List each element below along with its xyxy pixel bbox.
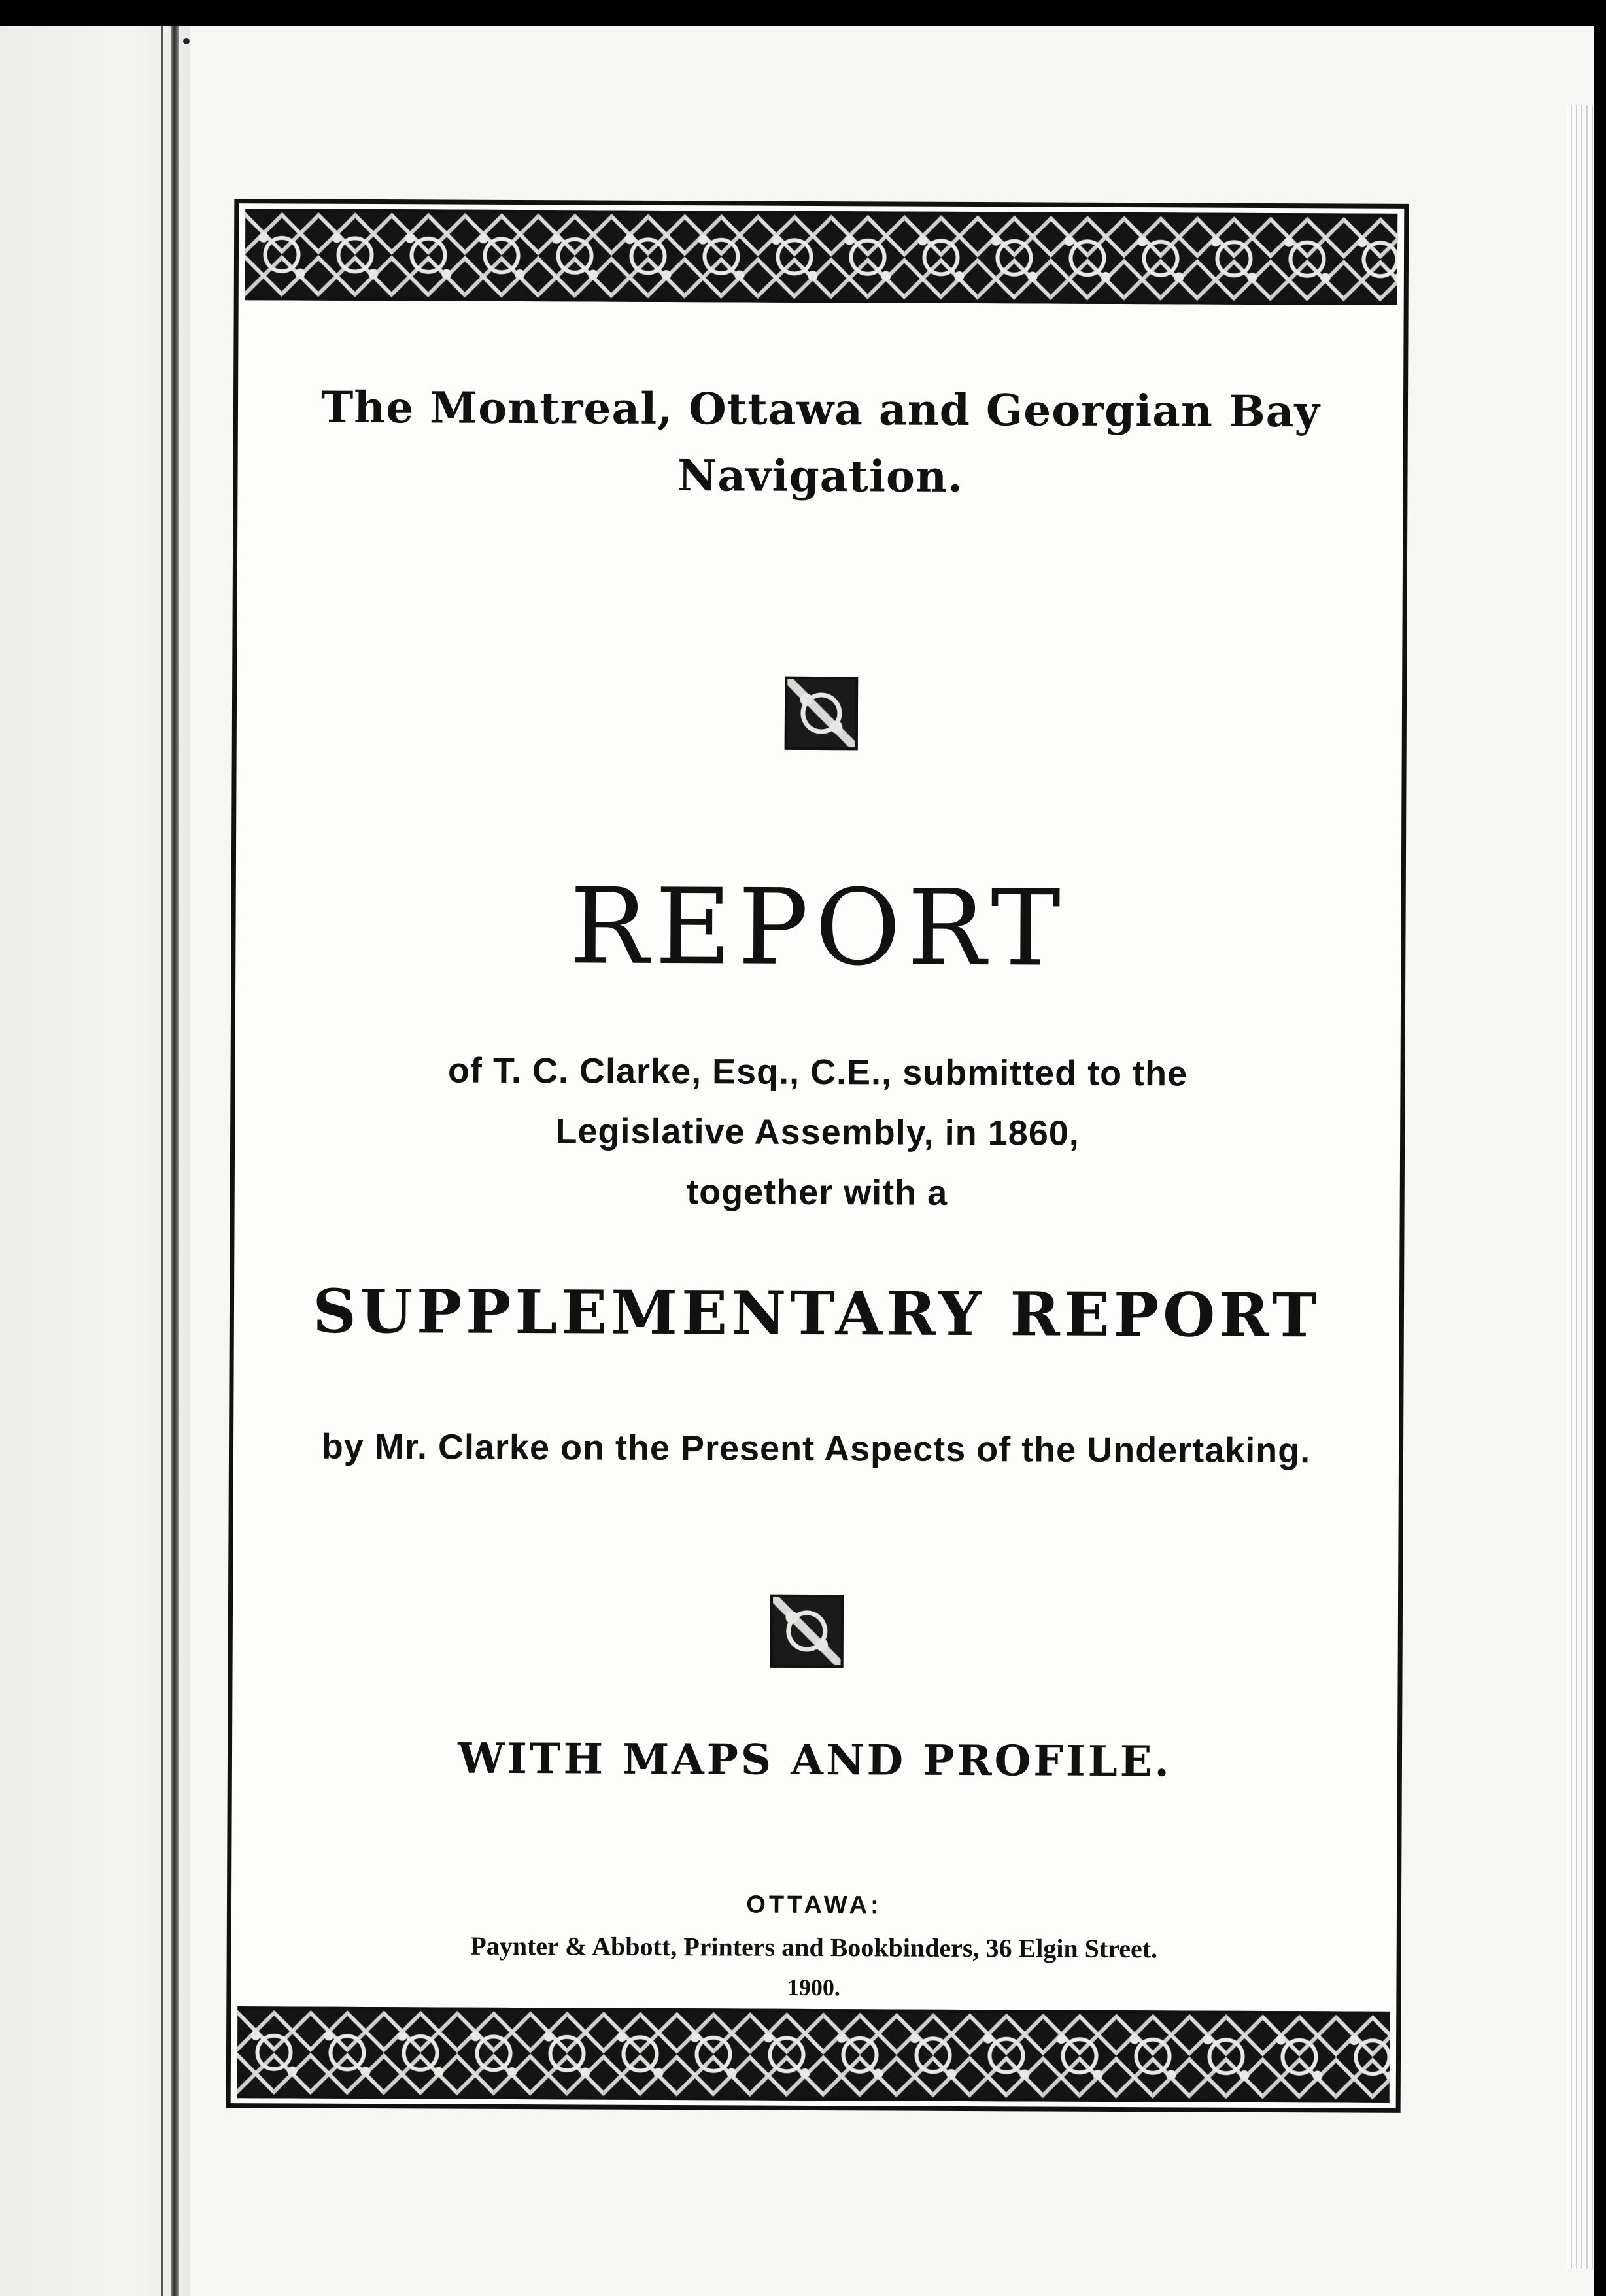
fleuron-ornament-icon xyxy=(785,677,858,750)
spine-line xyxy=(161,26,163,2296)
series-title-line1: The Montreal, Ottawa and Georgian Bay xyxy=(320,381,1321,437)
ornamental-border-bottom xyxy=(237,2006,1390,2103)
byline-line3: together with a xyxy=(687,1172,948,1213)
scan-edge xyxy=(1594,26,1606,2296)
fleuron-ornament-icon xyxy=(770,1595,844,1668)
series-title xyxy=(237,373,1403,512)
supplementary-byline: by Mr. Clarke on the Present Aspects of the Undertaking. xyxy=(321,1427,1311,1471)
imprint-year: 1900. xyxy=(787,1974,841,2001)
scanned-page xyxy=(0,26,1606,2296)
imprint-printer: Paynter & Abbott, Printers and Bookbinders, 36 Elgin Street. xyxy=(470,1931,1158,1964)
spine-shadow xyxy=(171,26,179,2296)
report-byline xyxy=(235,1040,1401,1225)
supplementary-heading: SUPPLEMENTARY REPORT xyxy=(313,1275,1321,1351)
report-heading: REPORT xyxy=(569,865,1068,990)
imprint-city: OTTAWA: xyxy=(746,1891,882,1919)
maps-note: WITH MAPS AND PROFILE. xyxy=(457,1734,1172,1787)
byline-line1: of T. C. Clarke, Esq., C.E., submitted to the xyxy=(447,1051,1188,1094)
ornamental-border-top xyxy=(245,209,1398,305)
byline-line2: Legislative Assembly, in 1860, xyxy=(555,1111,1080,1153)
title-page-frame xyxy=(226,199,1409,2113)
series-title-line2: Navigation. xyxy=(677,450,964,503)
scan-speck xyxy=(183,38,190,44)
